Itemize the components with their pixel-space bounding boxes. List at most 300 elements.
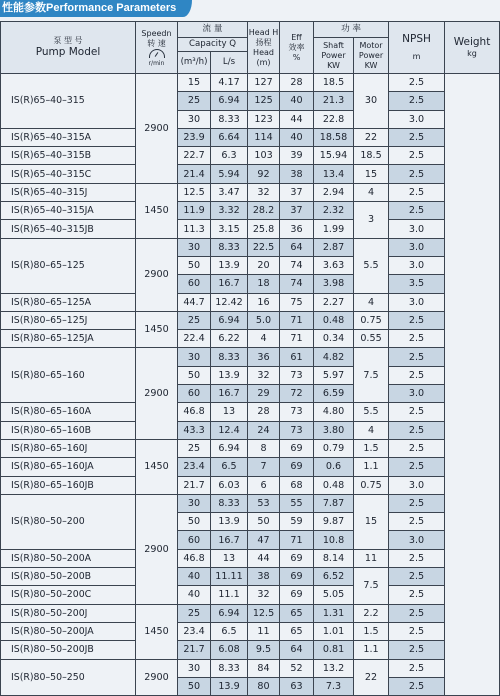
flow-m3h-cell: 60	[178, 275, 211, 293]
pump-model-cell: IS(R)80–65–125J	[1, 311, 136, 329]
pump-model-cell: IS(R)80–65–160JA	[1, 458, 136, 476]
shaft-power-cell: 18.58	[314, 128, 354, 146]
flow-m3h-cell: 11.3	[178, 220, 211, 238]
flow-ls-cell: 3.32	[211, 202, 248, 220]
shaft-power-cell: 0.81	[314, 641, 354, 659]
npsh-cell: 2.5	[389, 421, 445, 439]
npsh-cell: 2.5	[389, 311, 445, 329]
motor-power-cell: 0.75	[354, 311, 389, 329]
flow-ls-cell: 12.42	[211, 293, 248, 311]
npsh-cell: 2.5	[389, 513, 445, 531]
motor-power-cell: 15	[354, 165, 389, 183]
table-row	[1, 311, 500, 329]
pump-model-cell: IS(R)80–50–200C	[1, 586, 136, 604]
flow-ls-cell: 6.03	[211, 476, 248, 494]
table-body	[1, 74, 500, 696]
npsh-cell: 2.5	[389, 586, 445, 604]
flow-m3h-cell: 46.8	[178, 549, 211, 567]
head-cell: 18	[248, 275, 280, 293]
flow-m3h-cell: 46.8	[178, 403, 211, 421]
head-cell: 103	[248, 147, 280, 165]
shaft-power-cell: 2.94	[314, 183, 354, 201]
table-row	[1, 183, 500, 201]
head-cell: 29	[248, 385, 280, 403]
shaft-power-cell: 18.5	[314, 74, 354, 92]
efficiency-cell: 71	[280, 311, 314, 329]
shaft-power-cell: 0.34	[314, 330, 354, 348]
flow-ls-cell: 8.33	[211, 348, 248, 366]
efficiency-cell: 38	[280, 165, 314, 183]
performance-table	[0, 21, 500, 696]
speed-cell: 2900	[136, 348, 178, 439]
motor-power-cell: 1.5	[354, 622, 389, 640]
shaft-power-cell: 0.48	[314, 311, 354, 329]
shaft-power-cell: 2.87	[314, 238, 354, 256]
head-cell: 8	[248, 439, 280, 457]
flow-ls-cell: 4.17	[211, 74, 248, 92]
efficiency-cell: 72	[280, 385, 314, 403]
shaft-power-cell: 10.8	[314, 531, 354, 549]
npsh-cell: 2.5	[389, 330, 445, 348]
weight-header: Weight kg	[445, 22, 500, 74]
table-row	[1, 549, 500, 567]
pump-model-cell: IS(R)65–40–315B	[1, 147, 136, 165]
table-row	[1, 238, 500, 256]
table-row	[1, 403, 500, 421]
head-cell: 12.5	[248, 604, 280, 622]
shaft-power-cell: 2.32	[314, 202, 354, 220]
flow-m3h-cell: 30	[178, 348, 211, 366]
table-header	[1, 22, 500, 74]
motor-power-cell: 4	[354, 293, 389, 311]
head-cell: 50	[248, 513, 280, 531]
flow-ls-cell: 6.94	[211, 92, 248, 110]
shaft-power-cell: 3.98	[314, 275, 354, 293]
table-row	[1, 494, 500, 512]
flow-m3h-cell: 23.4	[178, 458, 211, 476]
head-cell: 92	[248, 165, 280, 183]
flow-ls-cell: 8.33	[211, 238, 248, 256]
flow-m3h-cell: 50	[178, 366, 211, 384]
table-row	[1, 476, 500, 494]
flow-ls-cell: 6.94	[211, 439, 248, 457]
flow-m3h-cell: 50	[178, 256, 211, 274]
motor-power-cell: 1.5	[354, 439, 389, 457]
pump-model-cell: IS(R)80–50–200B	[1, 568, 136, 586]
npsh-cell: 2.5	[389, 622, 445, 640]
table-row	[1, 622, 500, 640]
efficiency-cell: 37	[280, 183, 314, 201]
flow-ls-cell: 6.94	[211, 311, 248, 329]
motor-power-cell: 4	[354, 183, 389, 201]
npsh-cell: 2.5	[389, 641, 445, 659]
flow-m3h-cell: 12.5	[178, 183, 211, 201]
flow-ls-cell: 13.9	[211, 677, 248, 695]
efficiency-cell: 55	[280, 494, 314, 512]
flow-m3h-cell: 30	[178, 494, 211, 512]
motor-power-cell: 0.75	[354, 476, 389, 494]
flow-ls-cell: 3.47	[211, 183, 248, 201]
efficiency-cell: 75	[280, 293, 314, 311]
flow-m3h-cell: 40	[178, 568, 211, 586]
flow-ls-cell: 13.9	[211, 366, 248, 384]
flow-ls-cell: 11.1	[211, 586, 248, 604]
flow-m3h-cell: 21.7	[178, 641, 211, 659]
efficiency-cell: 71	[280, 531, 314, 549]
shaft-power-cell: 4.80	[314, 403, 354, 421]
efficiency-cell: 36	[280, 220, 314, 238]
shaft-power-cell: 13.4	[314, 165, 354, 183]
table-row	[1, 74, 500, 92]
npsh-cell: 3.0	[389, 238, 445, 256]
motor-power-cell: 4	[354, 421, 389, 439]
motor-power-cell: 15	[354, 494, 389, 549]
flow-m3h-cell: 30	[178, 238, 211, 256]
flow-ls-cell: 13.9	[211, 513, 248, 531]
shaft-power-cell: 7.87	[314, 494, 354, 512]
efficiency-cell: 39	[280, 147, 314, 165]
npsh-cell: 2.5	[389, 147, 445, 165]
speed-header: Speedn 转 速 r/min	[136, 22, 178, 74]
head-cell: 44	[248, 549, 280, 567]
speed-cell: 1450	[136, 604, 178, 659]
table-row	[1, 202, 500, 220]
efficiency-cell: 71	[280, 330, 314, 348]
pump-model-cell: IS(R)65–40–315JA	[1, 202, 136, 220]
shaft-power-cell: 1.31	[314, 604, 354, 622]
motor-power-cell: 22	[354, 659, 389, 696]
efficiency-cell: 74	[280, 275, 314, 293]
npsh-cell: 3.0	[389, 110, 445, 128]
motor-power-cell: 7.5	[354, 568, 389, 605]
motor-power-cell: 11	[354, 549, 389, 567]
pump-model-cell: IS(R)80–65–125JA	[1, 330, 136, 348]
shaft-power-cell: 6.52	[314, 568, 354, 586]
head-cell: 114	[248, 128, 280, 146]
unit-m3h-header: (m³/h)	[178, 52, 211, 74]
npsh-cell: 3.0	[389, 293, 445, 311]
speed-cell: 2900	[136, 238, 178, 311]
efficiency-cell: 69	[280, 568, 314, 586]
shaft-power-cell: 0.6	[314, 458, 354, 476]
pump-model-cell: IS(R)80–65–160B	[1, 421, 136, 439]
efficiency-cell: 68	[280, 476, 314, 494]
flow-ls-cell: 13.9	[211, 256, 248, 274]
shaft-power-cell: 1.01	[314, 622, 354, 640]
npsh-cell: 2.5	[389, 458, 445, 476]
pump-model-cell: IS(R)65–40–315	[1, 74, 136, 129]
head-cell: 5.0	[248, 311, 280, 329]
efficiency-cell: 69	[280, 549, 314, 567]
table-row	[1, 641, 500, 659]
flow-ls-cell: 8.33	[211, 494, 248, 512]
motor-power-cell: 5.5	[354, 403, 389, 421]
motor-power-cell: 22	[354, 128, 389, 146]
table-row	[1, 586, 500, 604]
shaft-power-cell: 3.63	[314, 256, 354, 274]
head-cell: 36	[248, 348, 280, 366]
shaft-power-cell: 5.97	[314, 366, 354, 384]
flow-ls-cell: 12.4	[211, 421, 248, 439]
flow-ls-cell: 13	[211, 549, 248, 567]
pump-model-cell: IS(R)65–40–315J	[1, 183, 136, 201]
npsh-cell: 3.0	[389, 531, 445, 549]
pump-model-cell: IS(R)80–65–160JB	[1, 476, 136, 494]
efficiency-cell: 28	[280, 74, 314, 92]
pump-model-cell: IS(R)80–50–200A	[1, 549, 136, 567]
head-cell: 20	[248, 256, 280, 274]
shaft-power-header: Shaft Power KW	[314, 38, 354, 74]
unit-ls-header: L/s	[211, 52, 248, 74]
npsh-cell: 3.0	[389, 220, 445, 238]
table-row	[1, 330, 500, 348]
flow-m3h-cell: 25	[178, 604, 211, 622]
flow-ls-cell: 3.15	[211, 220, 248, 238]
npsh-cell: 2.5	[389, 677, 445, 695]
head-cell: 53	[248, 494, 280, 512]
flow-m3h-cell: 50	[178, 677, 211, 695]
npsh-cell: 2.5	[389, 549, 445, 567]
flow-ls-cell: 6.64	[211, 128, 248, 146]
head-cell: 32	[248, 366, 280, 384]
pump-model-cell: IS(R)80–50–200JB	[1, 641, 136, 659]
shaft-power-cell: 15.94	[314, 147, 354, 165]
speed-cell: 2900	[136, 74, 178, 184]
npsh-cell: 2.5	[389, 366, 445, 384]
flow-ls-cell: 16.7	[211, 275, 248, 293]
head-cell: 22.5	[248, 238, 280, 256]
flow-ls-cell: 6.5	[211, 458, 248, 476]
pump-model-cell: IS(R)65–40–315JB	[1, 220, 136, 238]
head-cell: 84	[248, 659, 280, 677]
table-row	[1, 568, 500, 586]
pump-model-cell: IS(R)80–65–160J	[1, 439, 136, 457]
motor-power-header: Motor Power KW	[354, 38, 389, 74]
npsh-cell: 2.5	[389, 604, 445, 622]
pump-model-cell: IS(R)80–65–160A	[1, 403, 136, 421]
efficiency-cell: 65	[280, 622, 314, 640]
shaft-power-cell: 0.48	[314, 476, 354, 494]
motor-power-cell: 1.1	[354, 458, 389, 476]
efficiency-cell: 73	[280, 403, 314, 421]
pump-model-cell: IS(R)80–50–200J	[1, 604, 136, 622]
flow-ls-cell: 6.3	[211, 147, 248, 165]
pump-model-cell: IS(R)65–40–315C	[1, 165, 136, 183]
npsh-cell: 3.0	[389, 385, 445, 403]
npsh-cell: 2.5	[389, 659, 445, 677]
motor-power-cell: 7.5	[354, 348, 389, 403]
flow-m3h-cell: 25	[178, 311, 211, 329]
flow-header: 流 量	[178, 22, 248, 38]
speed-cell: 2900	[136, 494, 178, 604]
efficiency-cell: 52	[280, 659, 314, 677]
efficiency-cell: 73	[280, 366, 314, 384]
efficiency-cell: 64	[280, 238, 314, 256]
flow-m3h-cell: 22.7	[178, 147, 211, 165]
efficiency-cell: 69	[280, 458, 314, 476]
table-row	[1, 439, 500, 457]
flow-ls-cell: 8.33	[211, 110, 248, 128]
motor-power-cell: 3	[354, 202, 389, 239]
head-cell: 32	[248, 183, 280, 201]
flow-m3h-cell: 30	[178, 659, 211, 677]
head-cell: 38	[248, 568, 280, 586]
efficiency-cell: 44	[280, 110, 314, 128]
shaft-power-cell: 8.14	[314, 549, 354, 567]
npsh-cell: 2.5	[389, 348, 445, 366]
head-cell: 24	[248, 421, 280, 439]
efficiency-cell: 37	[280, 202, 314, 220]
table-row	[1, 421, 500, 439]
table-row	[1, 458, 500, 476]
table-row	[1, 604, 500, 622]
npsh-cell: 2.5	[389, 568, 445, 586]
head-cell: 123	[248, 110, 280, 128]
head-cell: 125	[248, 92, 280, 110]
model-header: 泵 型 号 Pump Model	[1, 22, 136, 74]
efficiency-cell: 59	[280, 513, 314, 531]
efficiency-cell: 64	[280, 641, 314, 659]
head-cell: 28	[248, 403, 280, 421]
flow-m3h-cell: 44.7	[178, 293, 211, 311]
head-cell: 16	[248, 293, 280, 311]
motor-power-cell: 2.2	[354, 604, 389, 622]
head-cell: 9.5	[248, 641, 280, 659]
npsh-cell: 2.5	[389, 183, 445, 201]
npsh-cell: 2.5	[389, 74, 445, 92]
npsh-cell: 2.5	[389, 403, 445, 421]
head-cell: 127	[248, 74, 280, 92]
motor-power-cell: 0.55	[354, 330, 389, 348]
head-cell: 32	[248, 586, 280, 604]
weight-cell	[445, 74, 500, 696]
table-row	[1, 220, 500, 238]
speed-cell: 1450	[136, 311, 178, 348]
shaft-power-cell: 5.05	[314, 586, 354, 604]
shaft-power-cell: 2.27	[314, 293, 354, 311]
efficiency-cell: 73	[280, 421, 314, 439]
shaft-power-cell: 22.8	[314, 110, 354, 128]
npsh-cell: 2.5	[389, 202, 445, 220]
npsh-cell: 2.5	[389, 165, 445, 183]
flow-m3h-cell: 43.3	[178, 421, 211, 439]
head-cell: 80	[248, 677, 280, 695]
shaft-power-cell: 9.87	[314, 513, 354, 531]
shaft-power-cell: 6.59	[314, 385, 354, 403]
pump-model-cell: IS(R)80–65–125A	[1, 293, 136, 311]
flow-m3h-cell: 21.7	[178, 476, 211, 494]
pump-model-cell: IS(R)80–65–125	[1, 238, 136, 293]
pump-model-cell: IS(R)80–50–250	[1, 659, 136, 696]
flow-m3h-cell: 11.9	[178, 202, 211, 220]
head-cell: 11	[248, 622, 280, 640]
speed-cell: 1450	[136, 183, 178, 238]
pump-model-cell: IS(R)80–50–200JA	[1, 622, 136, 640]
efficiency-cell: 74	[280, 256, 314, 274]
table-row	[1, 348, 500, 366]
efficiency-cell: 61	[280, 348, 314, 366]
motor-power-cell: 1.1	[354, 641, 389, 659]
npsh-cell: 3.0	[389, 256, 445, 274]
power-header: 功 率	[314, 22, 389, 38]
pump-model-cell: IS(R)80–50–200	[1, 494, 136, 549]
flow-ls-cell: 16.7	[211, 385, 248, 403]
flow-m3h-cell: 23.4	[178, 622, 211, 640]
npsh-cell: 3.5	[389, 275, 445, 293]
flow-ls-cell: 5.94	[211, 165, 248, 183]
head-cell: 4	[248, 330, 280, 348]
flow-m3h-cell: 15	[178, 74, 211, 92]
pump-model-cell: IS(R)65–40–315A	[1, 128, 136, 146]
eff-header: Eff 效率 %	[280, 22, 314, 74]
flow-ls-cell: 6.94	[211, 604, 248, 622]
head-cell: 6	[248, 476, 280, 494]
motor-power-cell: 30	[354, 74, 389, 129]
efficiency-cell: 65	[280, 604, 314, 622]
speed-cell: 2900	[136, 659, 178, 696]
shaft-power-cell: 0.79	[314, 439, 354, 457]
shaft-power-cell: 7.3	[314, 677, 354, 695]
table-row	[1, 659, 500, 677]
flow-m3h-cell: 60	[178, 531, 211, 549]
head-cell: 47	[248, 531, 280, 549]
motor-power-cell: 18.5	[354, 147, 389, 165]
flow-m3h-cell: 23.9	[178, 128, 211, 146]
speed-gauge-icon	[149, 49, 165, 58]
head-cell: 28.2	[248, 202, 280, 220]
flow-m3h-cell: 60	[178, 385, 211, 403]
npsh-cell: 2.5	[389, 494, 445, 512]
flow-m3h-cell: 50	[178, 513, 211, 531]
flow-ls-cell: 6.08	[211, 641, 248, 659]
shaft-power-cell: 1.99	[314, 220, 354, 238]
flow-ls-cell: 8.33	[211, 659, 248, 677]
flow-ls-cell: 6.22	[211, 330, 248, 348]
flow-m3h-cell: 22.4	[178, 330, 211, 348]
flow-ls-cell: 16.7	[211, 531, 248, 549]
npsh-cell: 2.5	[389, 128, 445, 146]
shaft-power-cell: 3.80	[314, 421, 354, 439]
npsh-cell: 2.5	[389, 92, 445, 110]
table-row	[1, 165, 500, 183]
head-header: Head H 扬程 Head (m)	[248, 22, 280, 74]
section-title: 性能参数Performance Parameters	[0, 0, 192, 17]
flow-ls-cell: 6.5	[211, 622, 248, 640]
flow-ls-cell: 13	[211, 403, 248, 421]
efficiency-cell: 40	[280, 92, 314, 110]
motor-power-cell: 5.5	[354, 238, 389, 293]
shaft-power-cell: 21.3	[314, 92, 354, 110]
capacity-header: Capacity Q	[178, 38, 248, 52]
shaft-power-cell: 4.82	[314, 348, 354, 366]
pump-model-cell: IS(R)80–65–160	[1, 348, 136, 403]
shaft-power-cell: 13.2	[314, 659, 354, 677]
table-row	[1, 128, 500, 146]
efficiency-cell: 69	[280, 586, 314, 604]
head-cell: 25.8	[248, 220, 280, 238]
head-cell: 7	[248, 458, 280, 476]
speed-cell: 1450	[136, 439, 178, 494]
flow-m3h-cell: 40	[178, 586, 211, 604]
flow-m3h-cell: 25	[178, 92, 211, 110]
flow-m3h-cell: 30	[178, 110, 211, 128]
npsh-cell: 3.0	[389, 476, 445, 494]
efficiency-cell: 69	[280, 439, 314, 457]
npsh-cell: 2.5	[389, 439, 445, 457]
table-row	[1, 293, 500, 311]
efficiency-cell: 63	[280, 677, 314, 695]
table-row	[1, 147, 500, 165]
